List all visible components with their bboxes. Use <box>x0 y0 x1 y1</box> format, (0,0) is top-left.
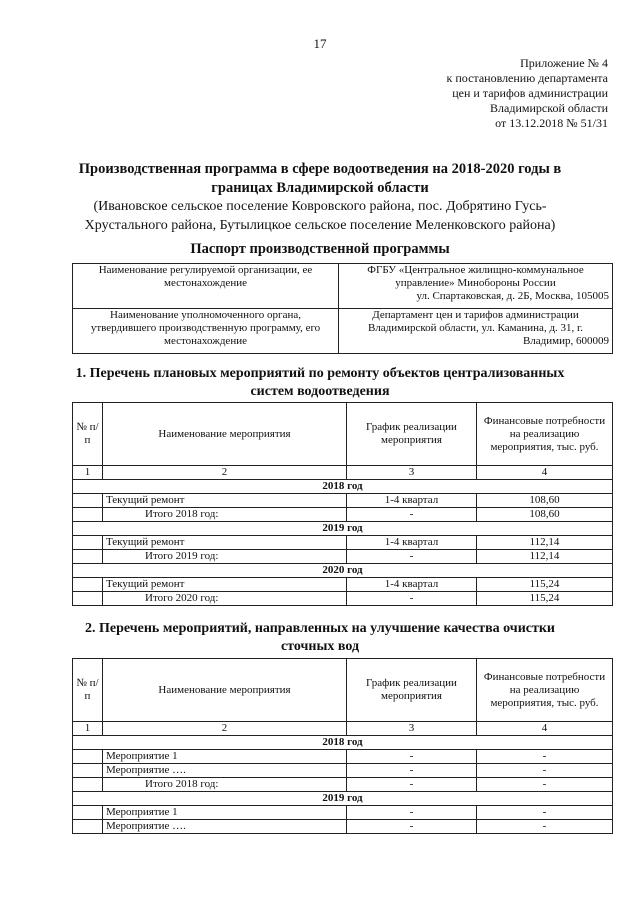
item-name: Мероприятие …. <box>103 820 347 834</box>
document-title: Производственная программа в сфере водоотведения на 2018-2020 годы в границах Владимирской области <box>78 161 562 196</box>
item-schedule: - <box>347 764 477 778</box>
column-number: 3 <box>347 722 477 736</box>
num-cell <box>73 820 103 834</box>
total-value: 115,24 <box>477 592 613 606</box>
item-value: - <box>477 820 613 834</box>
header-name: Наименование мероприятия <box>103 659 347 722</box>
column-number: 2 <box>103 722 347 736</box>
passport-value-org: Департамент цен и тарифов администрации Владимирской области, ул. Каманина, д. 31, г. <box>367 309 584 334</box>
num-cell <box>73 578 103 592</box>
total-schedule: - <box>347 508 477 522</box>
year-row <box>73 480 613 494</box>
total-label: Итого 2020 год: <box>103 592 347 606</box>
passport-value <box>339 309 613 354</box>
item-name: Текущий ремонт <box>103 494 347 508</box>
item-schedule: 1-4 квартал <box>347 536 477 550</box>
header-schedule: График реализации мероприятия <box>347 403 477 466</box>
column-number: 4 <box>477 722 613 736</box>
num-cell <box>73 592 103 606</box>
num-cell <box>73 536 103 550</box>
item-name: Текущий ремонт <box>103 536 347 550</box>
year-label: 2020 год <box>73 564 613 578</box>
table-row <box>73 764 613 778</box>
header-num: № п/п <box>73 659 103 722</box>
total-value: 108,60 <box>477 508 613 522</box>
item-name: Мероприятие …. <box>103 764 347 778</box>
total-row <box>73 508 613 522</box>
num-cell <box>73 550 103 564</box>
table-row <box>73 750 613 764</box>
year-label: 2019 год <box>73 792 613 806</box>
table-row <box>73 309 613 354</box>
passport-value-org: ФГБУ «Центральное жилищно-коммунальное управление» Минобороны России <box>367 264 584 289</box>
column-number: 1 <box>73 466 103 480</box>
item-value: 115,24 <box>477 578 613 592</box>
item-schedule: - <box>347 820 477 834</box>
passport-value <box>339 264 613 309</box>
passport-value-address: ул. Спартаковская, д. 2Б, Москва, 105005 <box>416 290 609 302</box>
total-row <box>73 778 613 792</box>
item-schedule: - <box>347 806 477 820</box>
page-number: 17 <box>313 36 327 51</box>
section2-table <box>72 658 613 834</box>
section2-title: 2. Перечень мероприятий, направленных на улучшение качества очистки сточных вод <box>84 621 555 654</box>
appendix-line: Владимирской области <box>490 101 608 115</box>
column-number: 4 <box>477 466 613 480</box>
table-row <box>73 264 613 309</box>
total-row <box>73 592 613 606</box>
header-name: Наименование мероприятия <box>103 403 347 466</box>
table-header-row <box>73 659 613 722</box>
total-value: - <box>477 778 613 792</box>
year-row <box>73 792 613 806</box>
header-finance: Финансовые потребности на реализацию мероприятия, тыс. руб. <box>477 659 613 722</box>
column-number-row <box>73 466 613 480</box>
year-row <box>73 736 613 750</box>
section1-table <box>72 402 613 606</box>
item-schedule: - <box>347 750 477 764</box>
table-row <box>73 578 613 592</box>
total-schedule: - <box>347 550 477 564</box>
passport-label: Наименование регулируемой организации, ее местонахождение <box>73 264 339 309</box>
total-row <box>73 550 613 564</box>
item-name: Мероприятие 1 <box>103 750 347 764</box>
item-name: Мероприятие 1 <box>103 806 347 820</box>
appendix-line: цен и тарифов администрации <box>452 86 608 100</box>
appendix-block <box>408 56 608 131</box>
section1-title: 1. Перечень плановых мероприятий по ремонту объектов централизованных систем водоотведения <box>75 366 565 399</box>
item-value: - <box>477 806 613 820</box>
num-cell <box>73 764 103 778</box>
year-label: 2019 год <box>73 522 613 536</box>
num-cell <box>73 806 103 820</box>
header-finance: Финансовые потребности на реализацию мероприятия, тыс. руб. <box>477 403 613 466</box>
year-label: 2018 год <box>73 736 613 750</box>
total-value: 112,14 <box>477 550 613 564</box>
header-schedule: График реализации мероприятия <box>347 659 477 722</box>
item-schedule: 1-4 квартал <box>347 494 477 508</box>
item-value: - <box>477 764 613 778</box>
num-cell <box>73 750 103 764</box>
passport-value-address: Владимир, 600009 <box>522 335 609 347</box>
num-cell <box>73 508 103 522</box>
header-num: № п/п <box>73 403 103 466</box>
item-name: Текущий ремонт <box>103 578 347 592</box>
total-schedule: - <box>347 592 477 606</box>
column-number: 2 <box>103 466 347 480</box>
year-row <box>73 564 613 578</box>
total-label: Итого 2018 год: <box>103 508 347 522</box>
item-value: 112,14 <box>477 536 613 550</box>
table-row <box>73 494 613 508</box>
document-subtitle: (Ивановское сельское поселение Ковровского района, пос. Добрятино Гусь-Хрустального района, Бутылицкое сельское поселение Меленковского района) <box>84 199 556 233</box>
column-number: 1 <box>73 722 103 736</box>
num-cell <box>73 494 103 508</box>
passport-table <box>72 263 613 354</box>
table-row <box>73 536 613 550</box>
table-row <box>73 806 613 820</box>
item-value: - <box>477 750 613 764</box>
appendix-line: Приложение № 4 <box>520 56 608 70</box>
passport-heading: Паспорт производственной программы <box>190 241 450 257</box>
total-schedule: - <box>347 778 477 792</box>
table-header-row <box>73 403 613 466</box>
table-row <box>73 820 613 834</box>
appendix-line: к постановлению департамента <box>446 71 608 85</box>
passport-label: Наименование уполномоченного органа, утвердившего производственную программу, его местонахождение <box>73 309 339 354</box>
year-label: 2018 год <box>73 480 613 494</box>
appendix-line: от 13.12.2018 № 51/31 <box>495 116 608 130</box>
item-value: 108,60 <box>477 494 613 508</box>
year-row <box>73 522 613 536</box>
total-label: Итого 2018 год: <box>103 778 347 792</box>
num-cell <box>73 778 103 792</box>
total-label: Итого 2019 год: <box>103 550 347 564</box>
item-schedule: 1-4 квартал <box>347 578 477 592</box>
column-number-row <box>73 722 613 736</box>
column-number: 3 <box>347 466 477 480</box>
